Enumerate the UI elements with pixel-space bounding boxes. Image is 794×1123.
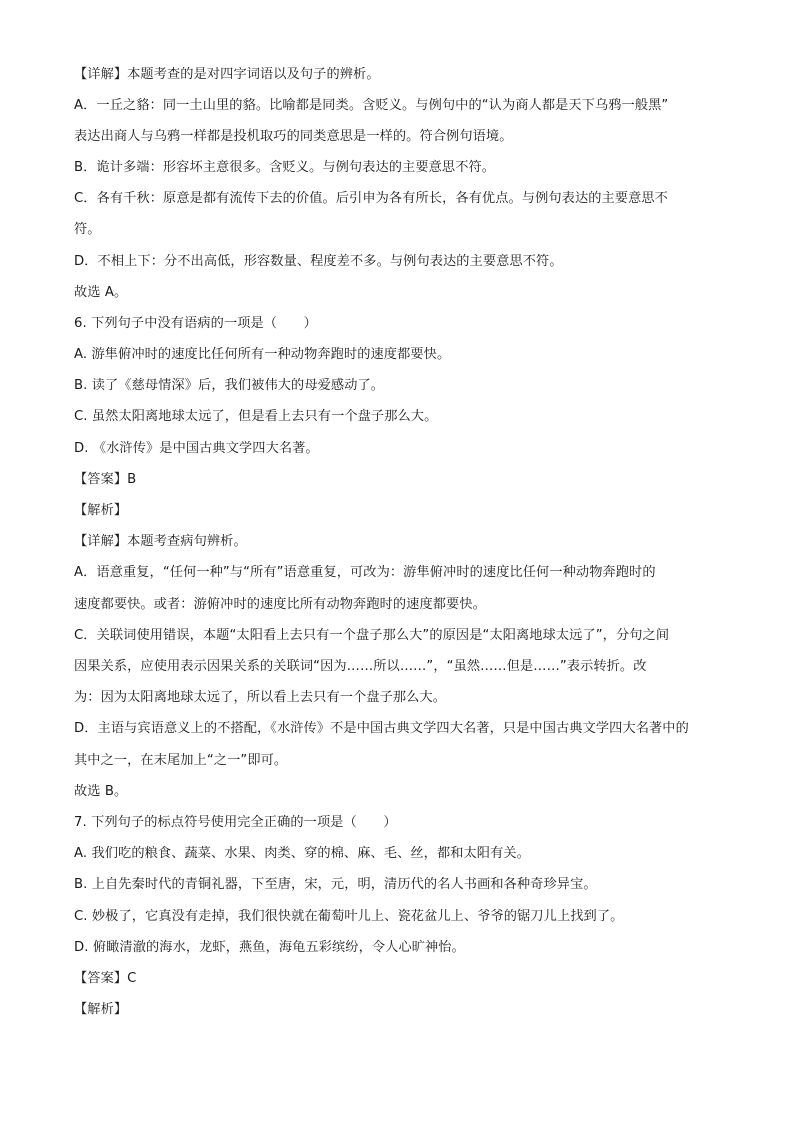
explanation-option-d: D．不相上下：分不出高低，形容数量、程度差不多。与例句表达的主要意思不符。 <box>74 254 563 269</box>
question-6-option-c: C. 虽然太阳离地球太远了，但是看上去只有一个盘子那么大。 <box>74 409 438 424</box>
question-6-option-b: B. 读了《慈母情深》后，我们被伟大的母爱感动了。 <box>74 378 385 393</box>
question-6-detail-d-line2: 其中之一，在末尾加上“之一”即可。 <box>74 753 288 768</box>
explanation-option-a-line2: 表达出商人与乌鸦一样都是投机取巧的同类意思是一样的。符合例句语境。 <box>74 129 513 144</box>
question-6-detail-c-line1: C．关联词使用错误，本题“太阳看上去只有一个盘子那么大”的原因是“太阳离地球太远了”，分句之间 <box>74 628 670 643</box>
explanation-option-c-line1: C．各有千秋：原意是都有流传下去的价值。后引申为各有所长，各有优点。与例句表达的主要意思不 <box>74 191 668 206</box>
question-7-answer: 【答案】C <box>74 971 137 986</box>
question-7-option-a: A. 我们吃的粮食、蔬菜、水果、肉类、穿的棉、麻、毛、丝，都和太阳有关。 <box>74 846 530 861</box>
question-6-option-d: D. 《水浒传》是中国古典文学四大名著。 <box>74 441 319 456</box>
question-6-answer: 【答案】B <box>74 472 137 487</box>
question-6-detail-a-line1: A．语意重复，“任何一种”与“所有”语意重复，可改为：游隼俯冲时的速度比任何一种动物奔跑时的 <box>74 565 656 580</box>
question-6-analysis-heading: 【解析】 <box>74 503 128 518</box>
question-6-option-a: A. 游隼俯冲时的速度比任何所有一种动物奔跑时的速度都要快。 <box>74 347 451 362</box>
question-7-option-c: C. 妙极了，它真没有走掉，我们很快就在葡萄叶儿上、瓷花盆儿上、爷爷的锯刀儿上找到了。 <box>74 909 624 924</box>
conclusion-q5: 故选 A。 <box>74 285 128 300</box>
conclusion-q6: 故选 B。 <box>74 784 128 799</box>
question-6-stem: 6. 下列句子中没有语病的一项是（ ） <box>74 316 317 331</box>
question-6-detail-a-line2: 速度都要快。或者：游俯冲时的速度比所有动物奔跑时的速度都要快。 <box>74 597 486 612</box>
question-7-stem: 7. 下列句子的标点符号使用完全正确的一项是（ ） <box>74 815 397 830</box>
question-7-analysis-heading: 【解析】 <box>74 1002 128 1017</box>
question-6-detail-d-line1: D．主语与宾语意义上的不搭配，《水浒传》不是中国古典文学四大名著，只是中国古典文学四大名著中的 <box>74 721 689 736</box>
question-6-detail-c-line2: 因果关系，应使用表示因果关系的关联词“因为……所以……”，“虽然……但是……”表示转折。改 <box>74 659 647 674</box>
question-6-detail-heading: 【详解】本题考查病句辨析。 <box>74 534 247 549</box>
explanation-option-b: B．诡计多端：形容坏主意很多。含贬义。与例句表达的主要意思不符。 <box>74 160 496 175</box>
explanation-option-a-line1: A．一丘之貉：同一土山里的貉。比喻都是同类。含贬义。与例句中的“认为商人都是天下乌鸦一般黑” <box>74 98 669 113</box>
question-7-option-b: B. 上自先秦时代的青铜礼器，下至唐，宋，元，明，清历代的名人书画和各种奇珍异宝。 <box>74 877 597 892</box>
question-7-option-d: D. 俯瞰清澈的海水，龙虾，燕鱼，海龟五彩缤纷，令人心旷神怡。 <box>74 940 465 955</box>
question-6-detail-c-line3: 为：因为太阳离地球太远了，所以看上去只有一个盘子那么大。 <box>74 690 447 705</box>
explanation-option-c-line2: 符。 <box>74 222 101 237</box>
explanation-heading-q5: 【详解】本题考查的是对四字词语以及句子的辨析。 <box>74 67 380 82</box>
